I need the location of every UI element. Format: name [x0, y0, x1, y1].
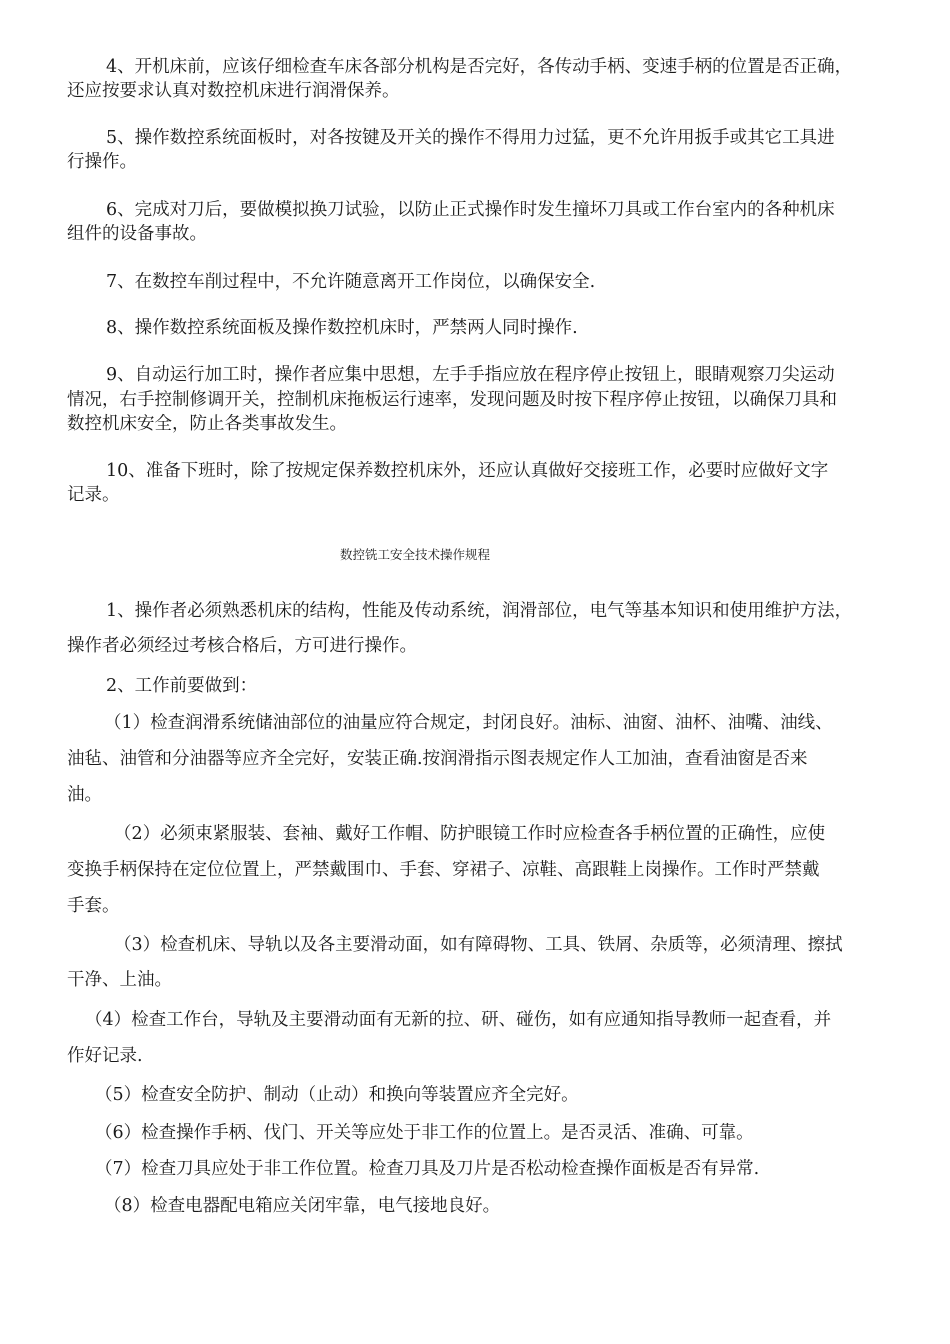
paragraph-line: （4）检查工作台，导轨及主要滑动面有无新的拉、研、碰伤，如有应通知指导教师一起查看，并: [85, 1010, 832, 1030]
paragraph-line: 数控机床安全，防止各类事故发生。: [67, 414, 347, 434]
paragraph-line: 油毡、油管和分油器等应齐全完好，安装正确.按润滑指示图表规定作人工加油，查看油窗是否来: [67, 749, 808, 769]
paragraph-line: 组件的设备事故。: [67, 224, 207, 244]
paragraph-line: 变换手柄保持在定位位置上，严禁戴围巾、手套、穿裙子、凉鞋、高跟鞋上岗操作。工作时严禁戴: [67, 860, 820, 880]
paragraph-line: 干净、上油。: [67, 970, 172, 990]
paragraph-line: （1）检查润滑系统储油部位的油量应符合规定，封闭良好。油标、油窗、油杯、油嘴、油线、: [104, 713, 833, 733]
paragraph-line: 记录。: [67, 485, 120, 505]
paragraph-line: 5、操作数控系统面板时，对各按键及开关的操作不得用力过猛，更不允许用扳手或其它工具进: [106, 128, 835, 148]
paragraph-line: （2）必须束紧服装、套袖、戴好工作帽、防护眼镜工作时应检查各手柄位置的正确性，应使: [114, 824, 826, 844]
paragraph-line: 9、自动运行加工时，操作者应集中思想，左手手指应放在程序停止按钮上，眼睛观察刀尖运动: [106, 365, 835, 385]
paragraph-line: 1、操作者必须熟悉机床的结构，性能及传动系统，润滑部位，电气等基本知识和使用维护方法，: [106, 601, 853, 621]
paragraph-line: 操作者必须经过考核合格后，方可进行操作。: [67, 636, 417, 656]
paragraph-line: 10、准备下班时，除了按规定保养数控机床外，还应认真做好交接班工作，必要时应做好文字: [106, 461, 829, 481]
paragraph-line: （7）检查刀具应处于非工作位置。检查刀具及刀片是否松动检查操作面板是否有异常.: [95, 1159, 760, 1179]
paragraph-line: （5）检查安全防护、制动（止动）和换向等装置应齐全完好。: [95, 1085, 579, 1105]
paragraph-line: 手套。: [67, 896, 120, 916]
paragraph-line: 6、完成对刀后，要做模拟换刀试验，以防止正式操作时发生撞坏刀具或工作台室内的各种机床: [106, 200, 835, 220]
paragraph-line: 4、开机床前，应该仔细检查车床各部分机构是否完好，各传动手柄、变速手柄的位置是否正确，: [106, 57, 853, 77]
paragraph-line: （8）检查电器配电箱应关闭牢靠，电气接地良好。: [104, 1196, 501, 1216]
paragraph-line: 还应按要求认真对数控机床进行润滑保养。: [67, 81, 400, 101]
paragraph-line: 8、操作数控系统面板及操作数控机床时，严禁两人同时操作.: [106, 318, 578, 338]
paragraph-line: （6）检查操作手柄、伐门、开关等应处于非工作的位置上。是否灵活、准确、可靠。: [95, 1123, 754, 1143]
paragraph-line: 2、工作前要做到：: [106, 676, 258, 696]
paragraph-line: 行操作。: [67, 152, 137, 172]
paragraph-line: 油。: [67, 785, 102, 805]
paragraph-line: （3）检查机床、导轨以及各主要滑动面，如有障碍物、工具、铁屑、杂质等，必须清理、擦拭: [114, 935, 843, 955]
paragraph-line: 7、在数控车削过程中，不允许随意离开工作岗位，以确保安全.: [106, 272, 596, 292]
section-title: 数控铣工安全技术操作规程: [340, 547, 491, 562]
paragraph-line: 情况，右手控制修调开关，控制机床拖板运行速率，发现问题及时按下程序停止按钮，以确保刀具和: [67, 390, 837, 410]
paragraph-line: 作好记录.: [67, 1046, 143, 1066]
